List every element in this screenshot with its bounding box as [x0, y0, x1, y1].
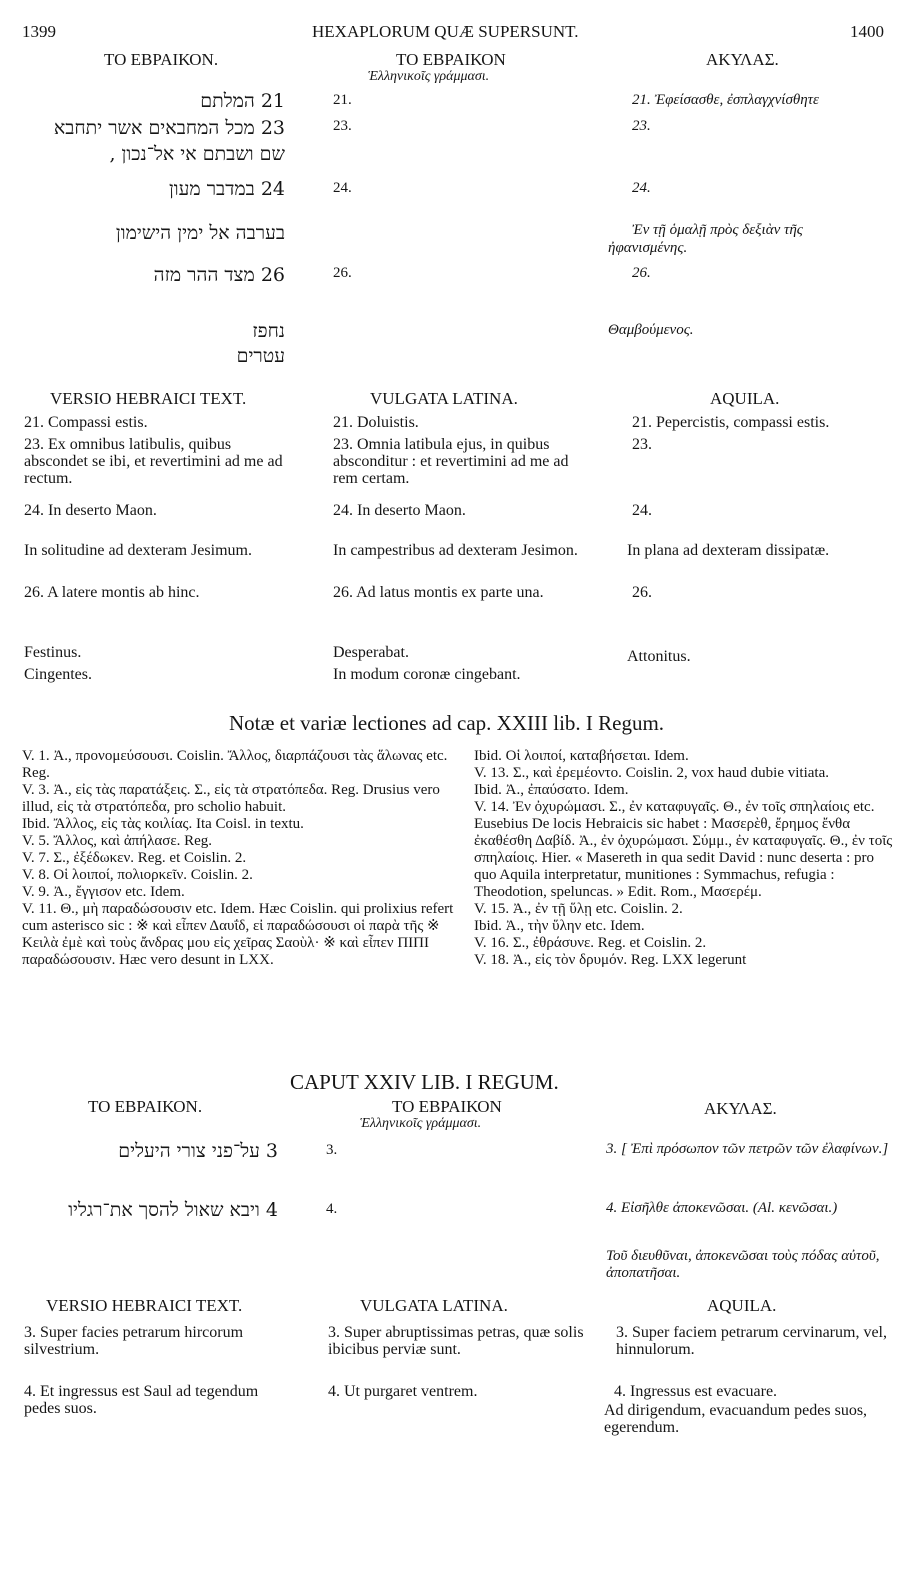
- hebrew-line: 26 מצד ההר מזה: [153, 264, 285, 286]
- greek-letters-column-subheading: Ἑλληνικοῖς γράμμασι.: [368, 69, 490, 84]
- aquila-greek-line: Τοῦ διευθῦναι, ἀποκενῶσαι τοὺς πόδας αὐτοῦ, ἀποπατῆσαι.: [606, 1248, 880, 1281]
- note-entry: V. 7. Σ., ἐξέδωκεν. Reg. et Coislin. 2.: [22, 850, 247, 866]
- versio-line: 23. Ex omnibus latibulis, quibus abscondet se ibi, et revertimini ad me ad rectum.: [24, 436, 283, 487]
- note-entry: Ibid. Ἄλλος, εἰς τὰς κοιλίας. Ita Coisl. in textu.: [22, 816, 304, 832]
- hebrew-line: 4 ויבא שאול להסך את־רגליו: [68, 1199, 278, 1221]
- verse-number: 26.: [333, 265, 352, 281]
- vulgata-line: 21. Doluistis.: [333, 414, 419, 431]
- vulgata-line: In campestribus ad dexteram Jesimon.: [333, 542, 578, 559]
- versio-line: 4. Et ingressus est Saul ad tegendum pedes suos.: [24, 1383, 259, 1417]
- vulgata-line: 24. In deserto Maon.: [333, 502, 466, 519]
- aquila-greek-line: ἠφανισμένης.: [608, 240, 688, 256]
- hebrew-line: 24 במדבר מעון: [168, 178, 285, 200]
- note-entry: V. 11. Θ., μὴ παραδώσουσιν etc. Idem. Hæc Coislin. qui prolixius refert cum asterisco sic : ※ καὶ εἶπεν Δαυΐδ, εἰ παραδώσουσι οἱ παρὰ τῆς ※ Κειλὰ ἐμὲ καὶ τοὺς ἄνδρας μου εἰς χεῖρας Σαοὺλ· ※ καὶ εἶπεν ΠΙΠΙ παραδώσουσιν. Hæc vero desunt in LXX.: [22, 901, 454, 968]
- note-entry: Ibid. Ἀ., ἐπαύσατο. Idem.: [474, 782, 629, 798]
- aquila-greek-line: Θαμβούμενος.: [608, 322, 694, 338]
- aquila-greek-line: 24.: [632, 180, 651, 196]
- page-number-left: 1399: [22, 22, 56, 41]
- versio-line: 21. Compassi estis.: [24, 414, 148, 431]
- note-entry: V. 18. Ἀ., εἰς τὸν δρυμόν. Reg. LXX legerunt: [474, 952, 747, 968]
- aquila-latin-line: Ad dirigendum, evacuandum pedes suos, egerendum.: [604, 1402, 868, 1436]
- verse-number: 4.: [326, 1201, 338, 1217]
- note-right-col: [474, 748, 894, 969]
- versio-line: Cingentes.: [24, 666, 92, 683]
- aquila-heading: AQUILA.: [710, 389, 780, 408]
- aquila-greek-line: Ἐν τῇ ὁμαλῇ πρὸς δεξιὰν τῆς: [632, 222, 803, 238]
- vulgata-line: In modum coronæ cingebant.: [333, 666, 521, 683]
- vulgata-line: 23. Omnia latibula ejus, in quibus absconditur : et revertimini ad me ad rem certam.: [333, 436, 569, 487]
- verse-number: 24.: [333, 180, 352, 196]
- page-number-right: 1400: [850, 22, 884, 41]
- vulgata-line: 3. Super abruptissimas petras, quæ solis ibicibus perviæ sunt.: [328, 1324, 584, 1358]
- aquila-latin-line: 26.: [632, 584, 652, 601]
- versio-line: In solitudine ad dexteram Jesimum.: [24, 542, 252, 559]
- greek-letters-column-subheading: Ἑλληνικοῖς γράμμασι.: [360, 1116, 482, 1131]
- aquila-latin-line: Attonitus.: [627, 648, 691, 665]
- hebrew-column-heading: ΤΟ ΕΒΡΑΙΚΟΝ.: [104, 50, 219, 69]
- note-entry: V. 9. Ἀ., ἔγγισον etc. Idem.: [22, 884, 185, 900]
- hebrew-line: נחפז: [252, 320, 285, 342]
- note-entry: V. 1. Ἀ., προνομεύσουσι. Coislin. Ἄλλος, διαρπάζουσι τὰς ἅλωνας etc. Reg.: [22, 748, 448, 781]
- aquila-latin-line: 21. Pepercistis, compassi estis.: [632, 414, 830, 431]
- note-entry: V. 16. Σ., ἐθράσυνε. Reg. et Coislin. 2.: [474, 935, 707, 951]
- vulgata-line: 26. Ad latus montis ex parte una.: [333, 584, 544, 601]
- versio-heading: VERSIO HEBRAICI TEXT.: [46, 1296, 243, 1315]
- versio-heading: VERSIO HEBRAICI TEXT.: [50, 389, 247, 408]
- notes-title: Notæ et variæ lectiones ad cap. XXIII lib. I Regum.: [229, 711, 665, 735]
- aquila-heading: AQUILA.: [707, 1296, 777, 1315]
- hebrew-line: 21 המלתם: [200, 90, 285, 112]
- note-entry: V. 5. Ἄλλος, καὶ ἀπήλασε. Reg.: [22, 833, 213, 849]
- hebrew-line: שם ושבתם אי אל־נכון ,: [109, 143, 285, 165]
- note-entry: V. 8. Οἱ λοιποί, πολιορκεῖν. Coislin. 2.: [22, 867, 253, 883]
- vulgata-heading: VULGATA LATINA.: [360, 1296, 508, 1315]
- hebrew-line: בערבה אל ימין הישימון: [115, 222, 285, 244]
- aquila-greek-column-heading: ΑΚΥΛΑΣ.: [704, 1099, 777, 1118]
- aquila-greek-column-heading: ΑΚΥΛΑΣ.: [706, 50, 779, 69]
- verse-number: 3.: [326, 1142, 338, 1158]
- aquila-greek-line: 21. Ἐφείσασθε, ἐσπλαγχνίσθητε: [632, 92, 819, 108]
- verse-number: 23.: [333, 118, 352, 134]
- hebrew-column-heading: ΤΟ ΕΒΡΑΙΚΟΝ.: [88, 1097, 203, 1116]
- note-entry: V. 13. Σ., καὶ ἐρεμέοντο. Coislin. 2, vox haud dubie vitiata.: [474, 765, 829, 781]
- chapter-title: CAPUT XXIV LIB. I REGUM.: [290, 1070, 559, 1094]
- aquila-latin-line: 23.: [632, 436, 652, 453]
- versio-line: 26. A latere montis ab hinc.: [24, 584, 200, 601]
- note-left-col: [22, 748, 456, 969]
- aquila-latin-line: 4. Ingressus est evacuare.: [614, 1383, 778, 1400]
- versio-line: 3. Super facies petrarum hircorum silvestrium.: [24, 1324, 244, 1358]
- note-entry: Ibid. Ἀ., τὴν ὕλην etc. Idem.: [474, 918, 645, 934]
- note-entry: V. 15. Ἀ., ἐν τῇ ὕλῃ etc. Coislin. 2.: [474, 901, 683, 917]
- hebrew-line: עטרים: [236, 345, 285, 367]
- note-entry: V. 14. Ἐν ὀχυρώμασι. Σ., ἐν καταφυγαῖς. Θ., ἐν τοῖς σπηλαίοις etc. Eusebius De locis Hebraicis sic habet : Μασερὲθ, ἔρημος ἔνθα ἐκαθέσθη Δαβίδ. Ἀ., ἐν ὀχυρώμασι. Σύμμ., ἐν καταφυγαῖς. Θ., ἐν τοῖς σπηλαίοις. Hier. « Masereth in qua sedit David : nunc deserta : pro quo Aquila interpretatur, munitiones : Symmachus, refugia : Theodotion, speluncas. » Edit. Rom., Μασερέμ.: [474, 799, 893, 900]
- running-title: HEXAPLORUM QUÆ SUPERSUNT.: [312, 22, 579, 41]
- vulgata-line: Desperabat.: [333, 644, 409, 661]
- aquila-greek-line: 23.: [632, 118, 651, 134]
- verse-number: 21.: [333, 92, 352, 108]
- greek-letters-column-heading: ΤΟ ΕΒΡΑΙΚΟΝ: [396, 50, 506, 69]
- hebrew-line: 3 על־פני צורי היעלים: [118, 1140, 278, 1162]
- vulgata-heading: VULGATA LATINA.: [370, 389, 518, 408]
- aquila-greek-line: 26.: [632, 265, 651, 281]
- versio-line: 24. In deserto Maon.: [24, 502, 157, 519]
- aquila-latin-line: 24.: [632, 502, 652, 519]
- aquila-greek-line: 3. [ Ἐπὶ πρόσωπον τῶν πετρῶν τῶν ἐλαφίνων.]: [606, 1141, 889, 1157]
- hebrew-line: 23 מכל המחבאים אשר יתחבא: [53, 117, 285, 139]
- aquila-greek-line: 4. Εἰσῆλθε ἀποκενῶσαι. (Al. κενῶσαι.): [606, 1200, 838, 1216]
- note-entry: V. 3. Ἀ., εἰς τὰς παρατάξεις. Σ., εἰς τὰ στρατόπεδα. Reg. Drusius vero illud, εἰς τὰ στρατόπεδα, pro scholio habuit.: [22, 782, 440, 815]
- versio-line: Festinus.: [24, 644, 82, 661]
- greek-letters-column-heading: ΤΟ ΕΒΡΑΙΚΟΝ: [392, 1097, 502, 1116]
- aquila-latin-line: 3. Super faciem petrarum cervinarum, vel, hinnulorum.: [616, 1324, 887, 1358]
- vulgata-line: 4. Ut purgaret ventrem.: [328, 1383, 478, 1400]
- note-entry: Ibid. Οἱ λοιποί, καταβήσεται. Idem.: [474, 748, 689, 764]
- aquila-latin-line: In plana ad dexteram dissipatæ.: [627, 542, 830, 559]
